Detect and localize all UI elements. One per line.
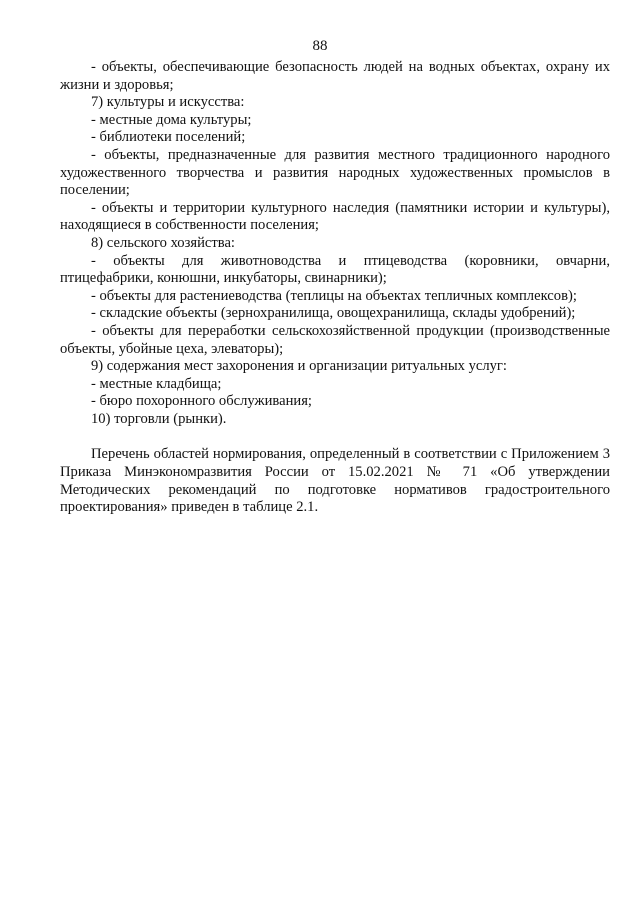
- paragraph-burial-heading: 9) содержания мест захоронения и организации ритуальных услуг:: [91, 358, 507, 375]
- paragraph-trade: 10) торговли (рынки).: [91, 410, 227, 427]
- paragraph-cemeteries: - местные кладбища;: [91, 375, 222, 392]
- paragraph-water-safety: - объекты, обеспечивающие безопасность людей на водных объектах, охрану их жизни и здоровья;: [60, 59, 610, 93]
- paragraph-gap: [60, 428, 610, 446]
- paragraph-storage: - складские объекты (зернохранилища, овощехранилища, склады удобрений);: [91, 305, 576, 322]
- paragraph-funeral-bureau: - бюро похоронного обслуживания;: [91, 393, 312, 410]
- paragraph-closing: Перечень областей нормирования, определенный в соответствии с Приложением 3 Приказа Минэкономразвития России от 15.02.2021 № 71 «Об утверждении Методических рекомендаций по подготовке нормативов градостроительного проектирования» приведен в таблице 2.1.: [60, 446, 610, 516]
- paragraph-libraries: - библиотеки поселений;: [91, 129, 246, 146]
- paragraph-culture-houses: - местные дома культуры;: [91, 111, 252, 128]
- page-body: [60, 59, 610, 517]
- page-number: 88: [312, 38, 328, 54]
- paragraph-agriculture-heading: 8) сельского хозяйства:: [91, 234, 235, 251]
- paragraph-heritage: - объекты и территории культурного наследия (памятники истории и культуры), находящиеся в собственности поселения;: [60, 199, 610, 234]
- paragraph-folk-art: - объекты, предназначенные для развития местного традиционного народного художественного творчества и развития народных художественных промыслов в поселении;: [60, 146, 610, 199]
- paragraph-crops: - объекты для растениеводства (теплицы на объектах тепличных комплексов);: [91, 287, 577, 304]
- paragraph-livestock: - объекты для животноводства и птицеводства (коровники, овчарни, птицефабрики, конюшни, инкубаторы, свинарники);: [60, 252, 610, 287]
- paragraph-culture-heading: 7) культуры и искусства:: [91, 94, 245, 111]
- paragraph-processing: - объекты для переработки сельскохозяйственной продукции (производственные объекты, убойные цеха, элеваторы);: [60, 322, 610, 357]
